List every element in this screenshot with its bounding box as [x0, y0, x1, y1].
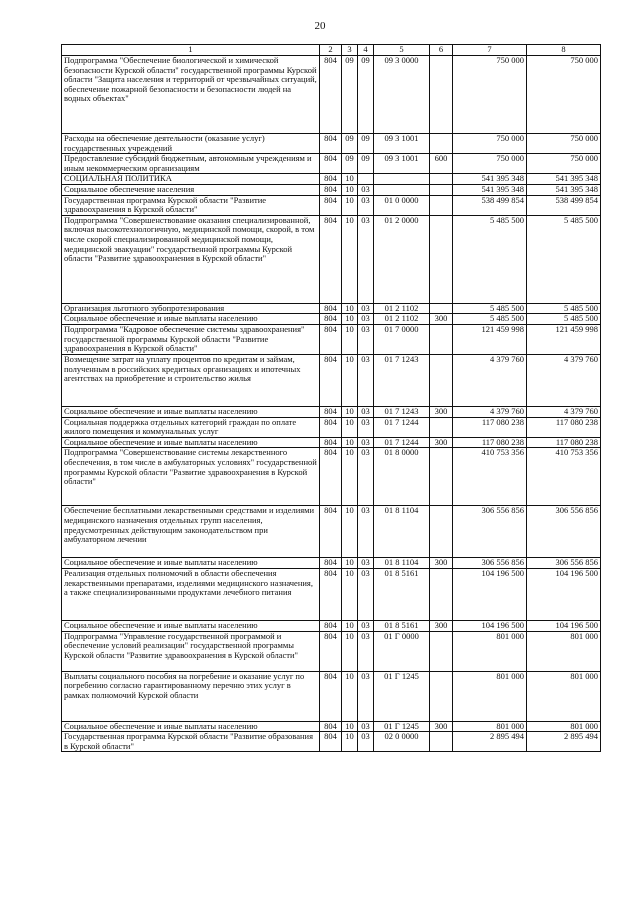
cell-razdel: 10 — [342, 184, 358, 195]
cell-grbs: 804 — [320, 314, 342, 325]
table-row — [62, 558, 601, 569]
cell-csr — [374, 184, 430, 195]
cell-razdel: 10 — [342, 448, 358, 506]
table-row — [62, 324, 601, 354]
row-name: Государственная программа Курской области "Развитие здравоохранения в Курской области" — [62, 195, 320, 215]
cell-podrazdel: 03 — [358, 448, 374, 506]
cell-grbs: 804 — [320, 215, 342, 303]
table-row — [62, 671, 601, 721]
cell-amount-year1: 104 196 500 — [453, 568, 527, 620]
column-header: 2 — [320, 45, 342, 56]
cell-razdel: 10 — [342, 174, 358, 185]
cell-podrazdel: 03 — [358, 417, 374, 437]
cell-podrazdel: 03 — [358, 732, 374, 752]
cell-podrazdel: 03 — [358, 631, 374, 671]
cell-vr: 600 — [430, 154, 453, 174]
cell-grbs: 804 — [320, 671, 342, 721]
cell-csr: 01 2 0000 — [374, 215, 430, 303]
cell-amount-year1: 117 080 238 — [453, 417, 527, 437]
cell-razdel: 10 — [342, 215, 358, 303]
cell-razdel: 10 — [342, 437, 358, 448]
cell-podrazdel: 03 — [358, 303, 374, 314]
cell-csr: 01 2 1102 — [374, 303, 430, 314]
table-row — [62, 506, 601, 558]
cell-amount-year1: 306 556 856 — [453, 506, 527, 558]
cell-podrazdel — [358, 174, 374, 185]
cell-amount-year1: 410 753 356 — [453, 448, 527, 506]
row-name: Подпрограмма "Обеспечение биологической и химической безопасности Курской области" государственной программы Курской области "Защита населения и территорий от чрезвычайных ситуаций, обеспечение пожарной безопасности и безопасности людей на водных объектах" — [62, 56, 320, 134]
row-name: Возмещение затрат на уплату процентов по кредитам и займам, полученным в российских кредитных организациях и ипотечных агентствах на приобретение и строительство жилья — [62, 354, 320, 406]
cell-vr — [430, 184, 453, 195]
row-name: Государственная программа Курской области "Развитие образования в Курской области" — [62, 732, 320, 752]
cell-amount-year1: 5 485 500 — [453, 215, 527, 303]
column-header: 6 — [430, 45, 453, 56]
cell-razdel: 10 — [342, 195, 358, 215]
row-name: Подпрограмма "Совершенствование системы лекарственного обеспечения, в том числе в амбулаторных условиях" государственной программы Курской области "Развитие здравоохранения в Курской области" — [62, 448, 320, 506]
cell-csr: 01 7 1244 — [374, 417, 430, 437]
cell-podrazdel: 03 — [358, 354, 374, 406]
table-row — [62, 56, 601, 134]
cell-razdel: 10 — [342, 732, 358, 752]
cell-amount-year2: 117 080 238 — [527, 437, 601, 448]
cell-razdel: 10 — [342, 406, 358, 417]
table-row — [62, 732, 601, 752]
row-name: Подпрограмма "Совершенствование оказания специализированной, включая высокотехнологичную, медицинской помощи, скорой, в том числе скорой специализированной медицинской помощи, медицинской эвакуации" государственной программы Курской области "Развитие здравоохранения в Курской области" — [62, 215, 320, 303]
row-name: Социальное обеспечение и иные выплаты населению — [62, 406, 320, 417]
page-number: 20 — [314, 20, 326, 32]
cell-amount-year2: 4 379 760 — [527, 406, 601, 417]
cell-csr: 01 8 5161 — [374, 568, 430, 620]
cell-podrazdel: 03 — [358, 437, 374, 448]
cell-vr — [430, 568, 453, 620]
cell-grbs: 804 — [320, 184, 342, 195]
cell-amount-year2: 750 000 — [527, 56, 601, 134]
table-row — [62, 154, 601, 174]
cell-razdel: 09 — [342, 56, 358, 134]
column-header: 4 — [358, 45, 374, 56]
cell-podrazdel: 03 — [358, 506, 374, 558]
cell-amount-year1: 4 379 760 — [453, 354, 527, 406]
cell-vr — [430, 56, 453, 134]
cell-amount-year1: 104 196 500 — [453, 620, 527, 631]
cell-podrazdel: 03 — [358, 195, 374, 215]
cell-grbs: 804 — [320, 195, 342, 215]
cell-vr — [430, 671, 453, 721]
cell-amount-year2: 410 753 356 — [527, 448, 601, 506]
row-name: Подпрограмма "Управление государственной программой и обеспечение условий реализации" государственной программы Курской области "Развитие здравоохранения в Курской области" — [62, 631, 320, 671]
cell-podrazdel: 03 — [358, 721, 374, 732]
cell-razdel: 09 — [342, 154, 358, 174]
cell-grbs: 804 — [320, 406, 342, 417]
table-row — [62, 568, 601, 620]
column-header: 7 — [453, 45, 527, 56]
cell-amount-year2: 104 196 500 — [527, 568, 601, 620]
row-name: Подпрограмма "Кадровое обеспечение системы здравоохранения" государственной программы Курской области "Развитие здравоохранения в Курской области" — [62, 324, 320, 354]
cell-amount-year1: 801 000 — [453, 671, 527, 721]
cell-amount-year1: 4 379 760 — [453, 406, 527, 417]
column-header: 3 — [342, 45, 358, 56]
cell-amount-year2: 750 000 — [527, 154, 601, 174]
header-row — [62, 45, 601, 56]
cell-amount-year1: 750 000 — [453, 134, 527, 154]
cell-amount-year1: 541 395 348 — [453, 184, 527, 195]
cell-grbs: 804 — [320, 174, 342, 185]
cell-csr: 01 Г 0000 — [374, 631, 430, 671]
cell-grbs: 804 — [320, 134, 342, 154]
table-row — [62, 631, 601, 671]
cell-amount-year2: 541 395 348 — [527, 184, 601, 195]
cell-vr: 300 — [430, 721, 453, 732]
cell-amount-year2: 538 499 854 — [527, 195, 601, 215]
cell-razdel: 10 — [342, 354, 358, 406]
cell-vr — [430, 732, 453, 752]
cell-razdel: 10 — [342, 324, 358, 354]
cell-amount-year1: 306 556 856 — [453, 558, 527, 569]
cell-amount-year2: 5 485 500 — [527, 303, 601, 314]
row-name: Социальное обеспечение населения — [62, 184, 320, 195]
row-name: Обеспечение бесплатными лекарственными средствами и изделиями медицинского назначения отдельных групп населения, предусмотренных действующим законодательством при амбулаторном лечении — [62, 506, 320, 558]
cell-csr: 01 Г 1245 — [374, 721, 430, 732]
row-name: Предоставление субсидий бюджетным, автономным учреждениям и иным некоммерческим организациям — [62, 154, 320, 174]
cell-vr: 300 — [430, 314, 453, 325]
table-row — [62, 721, 601, 732]
cell-amount-year2: 801 000 — [527, 721, 601, 732]
cell-amount-year2: 750 000 — [527, 134, 601, 154]
cell-podrazdel: 03 — [358, 568, 374, 620]
cell-grbs: 804 — [320, 303, 342, 314]
cell-amount-year2: 801 000 — [527, 631, 601, 671]
cell-podrazdel: 03 — [358, 215, 374, 303]
cell-csr: 01 7 1243 — [374, 354, 430, 406]
cell-vr — [430, 134, 453, 154]
cell-grbs: 804 — [320, 620, 342, 631]
cell-podrazdel: 03 — [358, 620, 374, 631]
cell-amount-year2: 121 459 998 — [527, 324, 601, 354]
row-name: Социальное обеспечение и иные выплаты населению — [62, 620, 320, 631]
cell-csr: 01 7 0000 — [374, 324, 430, 354]
cell-grbs: 804 — [320, 506, 342, 558]
row-name: Выплаты социального пособия на погребение и оказание услуг по погребению согласно гарантированному перечню этих услуг в рамках полномочий Курской области — [62, 671, 320, 721]
cell-vr — [430, 417, 453, 437]
table-row — [62, 215, 601, 303]
table-row — [62, 134, 601, 154]
cell-amount-year1: 121 459 998 — [453, 324, 527, 354]
cell-csr: 01 8 1104 — [374, 506, 430, 558]
cell-amount-year1: 538 499 854 — [453, 195, 527, 215]
cell-podrazdel: 09 — [358, 134, 374, 154]
cell-razdel: 10 — [342, 721, 358, 732]
table-row — [62, 314, 601, 325]
cell-podrazdel: 09 — [358, 154, 374, 174]
cell-vr: 300 — [430, 406, 453, 417]
cell-csr: 09 3 1001 — [374, 154, 430, 174]
cell-amount-year1: 5 485 500 — [453, 314, 527, 325]
table-row — [62, 195, 601, 215]
cell-podrazdel: 03 — [358, 184, 374, 195]
cell-podrazdel: 09 — [358, 56, 374, 134]
row-name: Социальное обеспечение и иные выплаты населению — [62, 558, 320, 569]
table-row — [62, 406, 601, 417]
cell-amount-year2: 4 379 760 — [527, 354, 601, 406]
cell-razdel: 10 — [342, 506, 358, 558]
cell-razdel: 10 — [342, 620, 358, 631]
cell-grbs: 804 — [320, 354, 342, 406]
column-header: 5 — [374, 45, 430, 56]
cell-vr: 300 — [430, 437, 453, 448]
cell-vr — [430, 215, 453, 303]
cell-razdel: 10 — [342, 631, 358, 671]
cell-podrazdel: 03 — [358, 671, 374, 721]
cell-csr: 01 0 0000 — [374, 195, 430, 215]
cell-amount-year1: 5 485 500 — [453, 303, 527, 314]
cell-amount-year2: 104 196 500 — [527, 620, 601, 631]
cell-vr — [430, 448, 453, 506]
cell-razdel: 10 — [342, 314, 358, 325]
cell-amount-year2: 541 395 348 — [527, 174, 601, 185]
table-row — [62, 437, 601, 448]
cell-vr — [430, 174, 453, 185]
cell-grbs: 804 — [320, 437, 342, 448]
cell-grbs: 804 — [320, 732, 342, 752]
cell-podrazdel: 03 — [358, 558, 374, 569]
row-name: Социальное обеспечение и иные выплаты населению — [62, 314, 320, 325]
cell-grbs: 804 — [320, 631, 342, 671]
cell-csr: 01 8 1104 — [374, 558, 430, 569]
cell-vr — [430, 324, 453, 354]
cell-amount-year2: 2 895 494 — [527, 732, 601, 752]
table-row — [62, 303, 601, 314]
cell-amount-year1: 750 000 — [453, 56, 527, 134]
column-header: 8 — [527, 45, 601, 56]
cell-grbs: 804 — [320, 448, 342, 506]
row-name: СОЦИАЛЬНАЯ ПОЛИТИКА — [62, 174, 320, 185]
cell-razdel: 10 — [342, 303, 358, 314]
cell-grbs: 804 — [320, 154, 342, 174]
budget-table — [61, 44, 601, 752]
row-name: Социальное обеспечение и иные выплаты населению — [62, 437, 320, 448]
cell-amount-year2: 306 556 856 — [527, 558, 601, 569]
cell-podrazdel: 03 — [358, 324, 374, 354]
table-row — [62, 174, 601, 185]
cell-vr — [430, 631, 453, 671]
cell-razdel: 10 — [342, 558, 358, 569]
table-row — [62, 184, 601, 195]
cell-razdel: 10 — [342, 568, 358, 620]
row-name: Реализация отдельных полномочий в области обеспечения лекарственными препаратами, изделиями медицинского назначения, а также специализированными продуктами лечебного питания — [62, 568, 320, 620]
table-row — [62, 417, 601, 437]
row-name: Социальное обеспечение и иные выплаты населению — [62, 721, 320, 732]
cell-csr: 01 8 0000 — [374, 448, 430, 506]
cell-vr — [430, 303, 453, 314]
cell-csr: 01 2 1102 — [374, 314, 430, 325]
table-row — [62, 620, 601, 631]
cell-grbs: 804 — [320, 417, 342, 437]
cell-razdel: 10 — [342, 417, 358, 437]
cell-vr — [430, 354, 453, 406]
cell-vr — [430, 506, 453, 558]
cell-csr — [374, 174, 430, 185]
column-header: 1 — [62, 45, 320, 56]
row-name: Расходы на обеспечение деятельности (оказание услуг) государственных учреждений — [62, 134, 320, 154]
cell-csr: 02 0 0000 — [374, 732, 430, 752]
cell-vr: 300 — [430, 620, 453, 631]
cell-grbs: 804 — [320, 56, 342, 134]
cell-amount-year1: 750 000 — [453, 154, 527, 174]
cell-amount-year2: 306 556 856 — [527, 506, 601, 558]
cell-amount-year1: 801 000 — [453, 721, 527, 732]
cell-amount-year2: 5 485 500 — [527, 215, 601, 303]
table-row — [62, 354, 601, 406]
cell-csr: 09 3 1001 — [374, 134, 430, 154]
cell-grbs: 804 — [320, 324, 342, 354]
cell-grbs: 804 — [320, 568, 342, 620]
cell-razdel: 09 — [342, 134, 358, 154]
table-body — [62, 56, 601, 752]
cell-amount-year1: 117 080 238 — [453, 437, 527, 448]
cell-csr: 01 Г 1245 — [374, 671, 430, 721]
cell-amount-year2: 117 080 238 — [527, 417, 601, 437]
table-row — [62, 448, 601, 506]
cell-grbs: 804 — [320, 558, 342, 569]
cell-podrazdel: 03 — [358, 406, 374, 417]
cell-amount-year1: 2 895 494 — [453, 732, 527, 752]
cell-amount-year2: 801 000 — [527, 671, 601, 721]
cell-podrazdel: 03 — [358, 314, 374, 325]
cell-amount-year2: 5 485 500 — [527, 314, 601, 325]
cell-csr: 01 7 1243 — [374, 406, 430, 417]
cell-grbs: 804 — [320, 721, 342, 732]
row-name: Социальная поддержка отдельных категорий граждан по оплате жилого помещения и коммунальных услуг — [62, 417, 320, 437]
cell-vr: 300 — [430, 558, 453, 569]
cell-vr — [430, 195, 453, 215]
row-name: Организация льготного зубопротезирования — [62, 303, 320, 314]
cell-amount-year1: 541 395 348 — [453, 174, 527, 185]
cell-amount-year1: 801 000 — [453, 631, 527, 671]
cell-csr: 09 3 0000 — [374, 56, 430, 134]
cell-csr: 01 7 1244 — [374, 437, 430, 448]
cell-razdel: 10 — [342, 671, 358, 721]
cell-csr: 01 8 5161 — [374, 620, 430, 631]
